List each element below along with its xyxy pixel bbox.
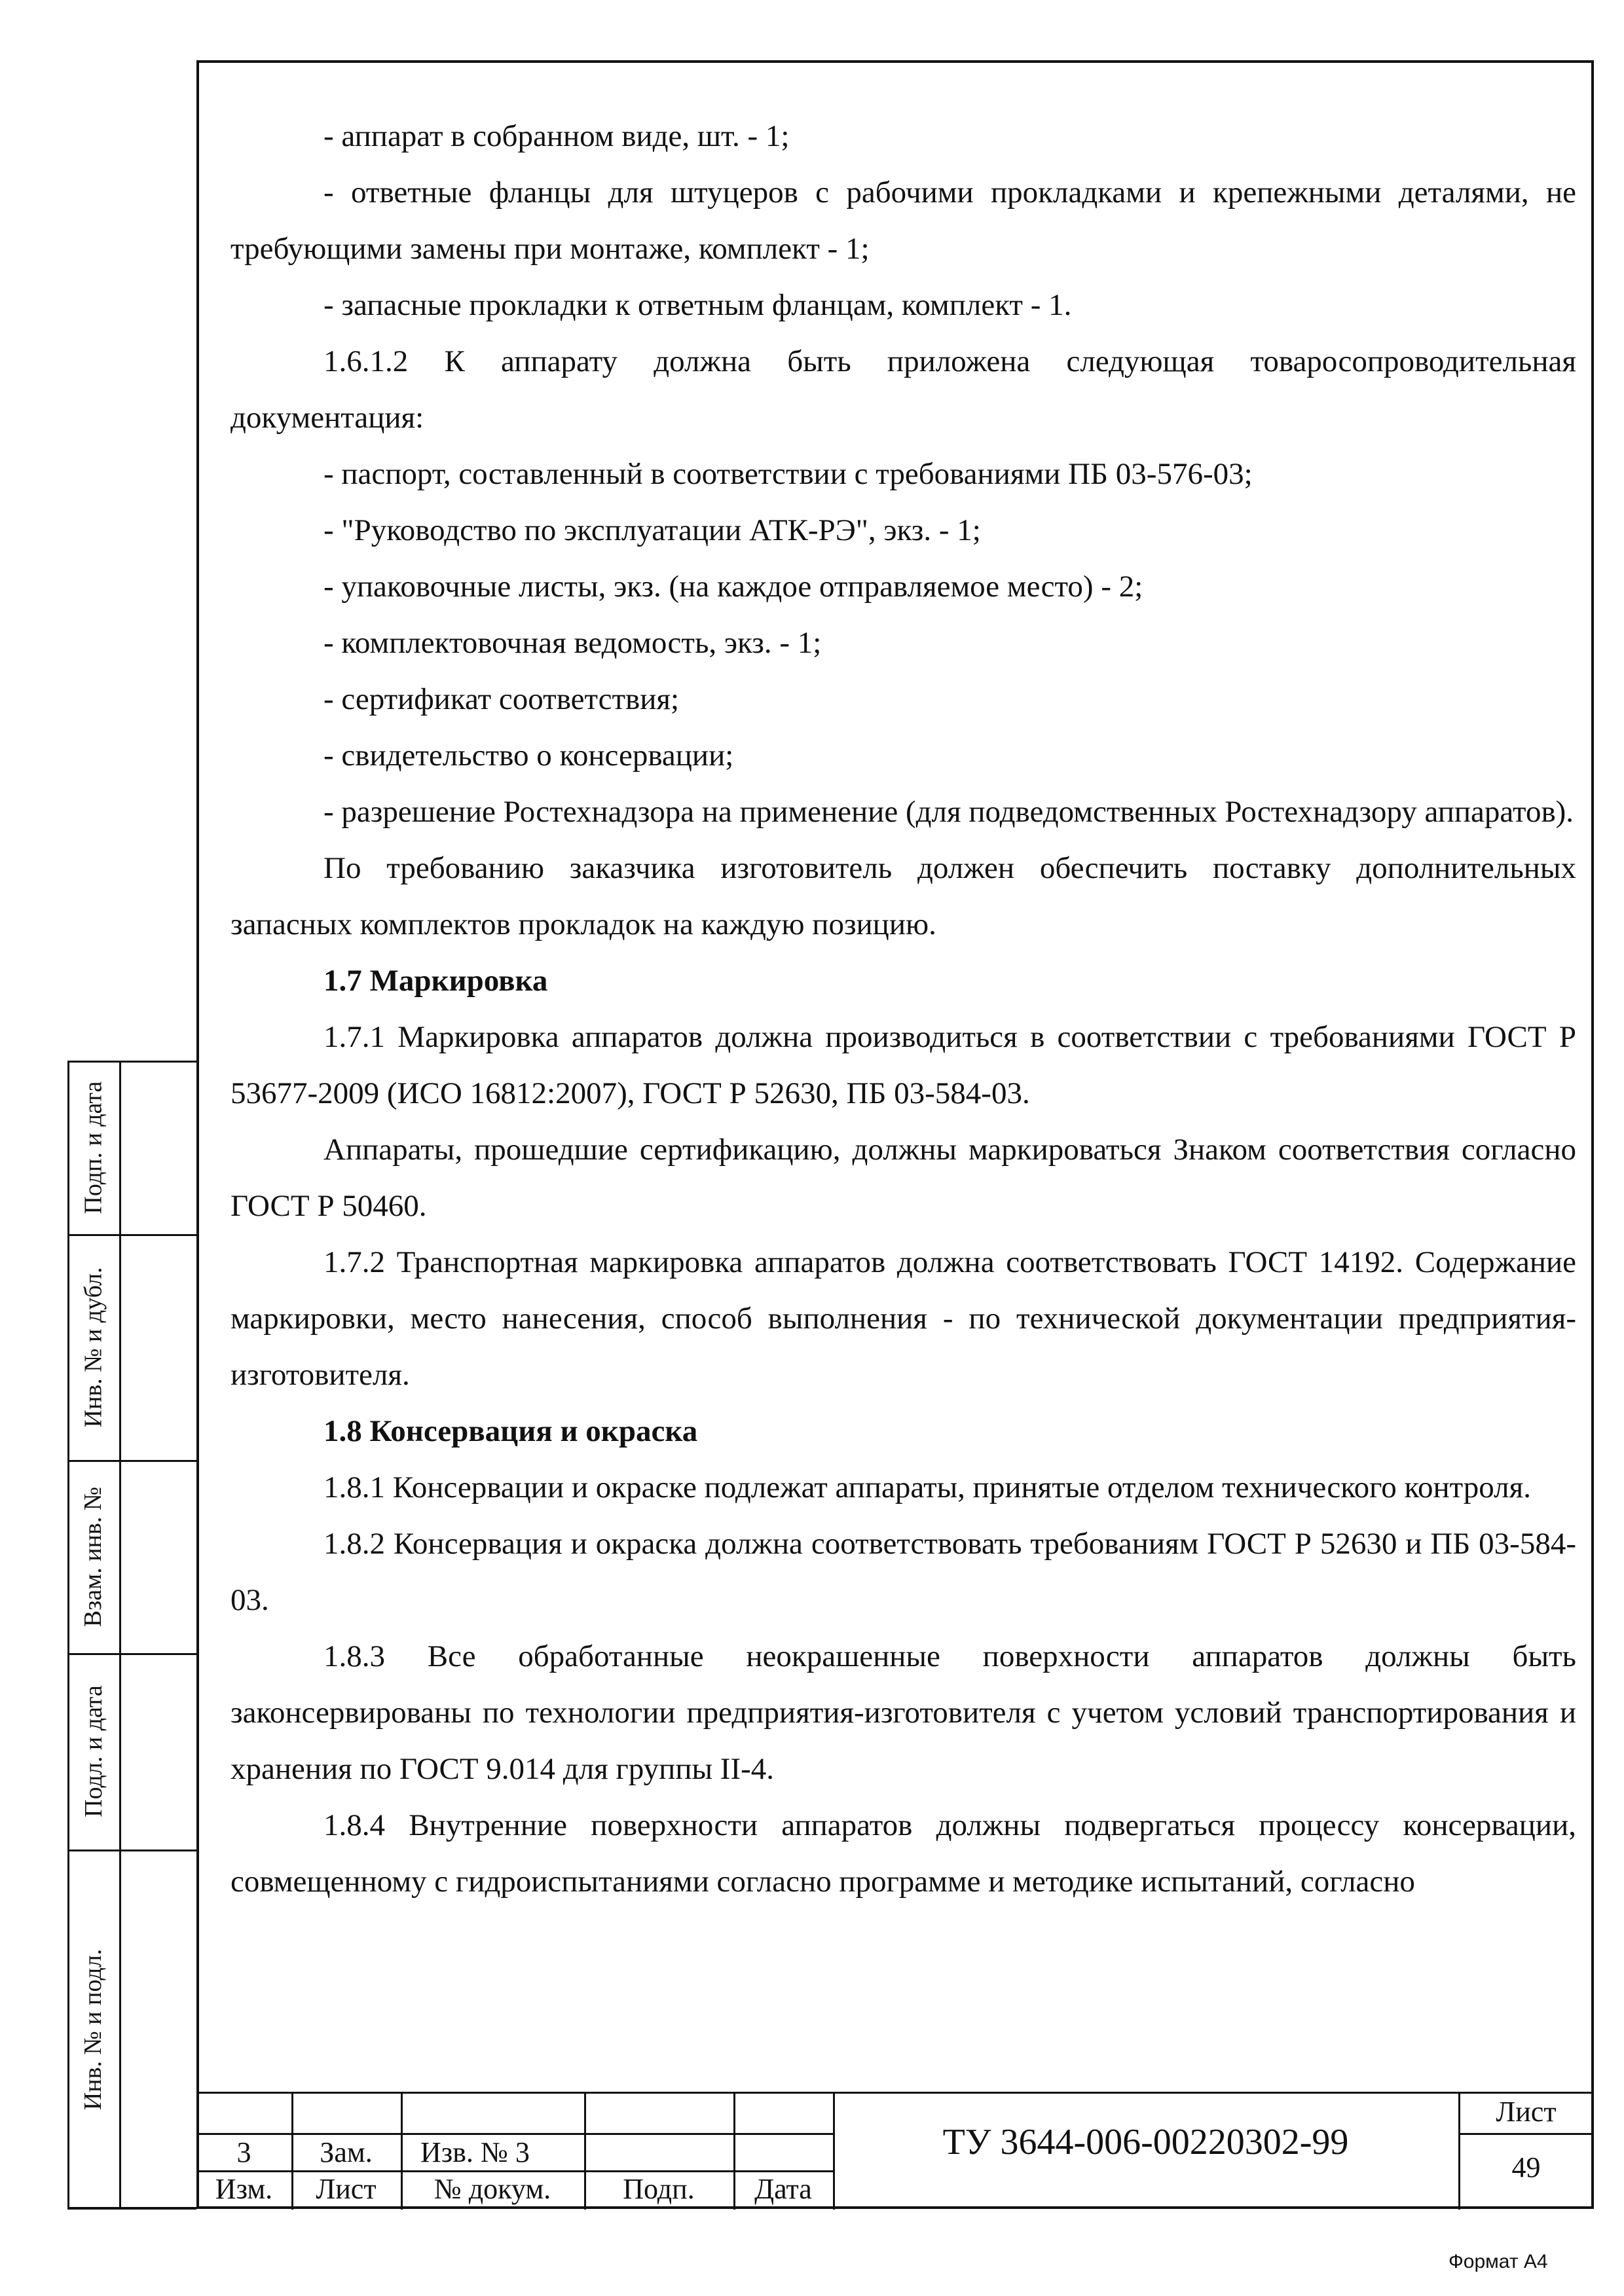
paragraph: 1.7.1 Маркировка аппаратов должна производиться в соответствии с требованиями ГОСТ Р 53677-2009 (ИСО 16812:2007), ГОСТ Р 52630, ПБ 03-584-03. [231,1020,1576,1110]
paragraph: - запасные прокладки к ответным фланцам, комплект - 1. [323,288,1072,322]
header-izm: Изм. [215,2173,273,2205]
paragraph: - комплектовочная ведомость, экз. - 1; [323,626,822,660]
header-data: Дата [754,2173,812,2205]
paragraph: По требованию заказчика изготовитель должен обеспечить поставку дополнительных запасных комплектов прокладок на каждую позицию. [231,851,1576,941]
sheet-number: 49 [1511,2151,1541,2183]
rev-number: 3 [236,2136,251,2168]
rev-sheet: Зам. [320,2136,373,2168]
paragraph: 1.8.1 Консервации и окраске подлежат аппараты, принятые отделом технического контроля. [323,1470,1531,1504]
stamp-vzam-inv: Взам. инв. № [79,1486,107,1627]
paragraph: - ответные фланцы для штуцеров с рабочими прокладками и крепежными деталями, не требующими замены при монтаже, комплект - 1; [231,175,1576,266]
paragraph: - разрешение Ростехнадзора на применение (для подведомственных Ростехнадзору аппаратов). [323,795,1574,829]
stamp-podp-data-2: Подл. и дата [79,1685,107,1817]
paragraph: 1.6.1.2 К аппарату должна быть приложена следующая товаросопроводительная документация: [231,344,1576,435]
title-block-top-line [196,2092,1594,2094]
paragraph: - упаковочные листы, экз. (на каждое отправляемое место) - 2; [323,570,1143,604]
sheet-label: Лист [1496,2096,1557,2128]
paragraph: 1.8.3 Все обработанные неокрашенные поверхности аппаратов должны быть законсервированы по технологии предприятия-изготовителя с учетом условий транспортирования и хранения по ГОСТ 9.014 для группы II-4. [231,1639,1576,1786]
stamp-podp-data-1: Подп. и дата [79,1080,107,1214]
document-number: ТУ 3644-006-00220302-99 [942,2122,1349,2162]
paragraph: - "Руководство по эксплуатации АТК-РЭ", экз. - 1; [323,513,981,547]
stamp-inv-podl: Инв. № и подл. [79,1948,107,2111]
header-doc: № докум. [434,2173,551,2205]
margin-stamp-divider [119,1061,121,2210]
format-label: Формат А4 [1449,2251,1548,2272]
paragraph: - паспорт, составленный в соответствии с требованиями ПБ 03-576-03; [323,457,1253,491]
document-body [231,108,1576,1910]
paragraph: 1.8.2 Консервация и окраска должна соответствовать требованиям ГОСТ Р 52630 и ПБ 03-584-03. [231,1527,1576,1617]
section-heading: 1.8 Консервация и окраска [323,1414,698,1448]
header-list: Лист [316,2173,377,2205]
rev-document: Изв. № 3 [420,2136,530,2168]
paragraph: 1.8.4 Внутренние поверхности аппаратов должны подвергаться процессу консервации, совмещенному с гидроиспытаниями согласно программе и методике испытаний, согласно [231,1808,1576,1899]
paragraph: 1.7.2 Транспортная маркировка аппаратов должна соответствовать ГОСТ 14192. Содержание маркировки, место нанесения, способ выполнения - по технической документации предприятия-изготовителя. [231,1245,1576,1392]
paragraph: Аппараты, прошедшие сертификацию, должны маркироваться Знаком соответствия согласно ГОСТ Р 50460. [231,1133,1576,1223]
stamp-inv-dubl: Инв. № и дубл. [79,1267,107,1427]
header-podp: Подп. [623,2173,695,2205]
title-block-sheet-line [1458,2133,1594,2135]
paragraph: - сертификат соответствия; [323,682,680,716]
section-heading: 1.7 Маркировка [323,964,548,998]
paragraph: - аппарат в собранном виде, шт. - 1; [323,119,790,153]
paragraph: - свидетельство о консервации; [323,738,734,773]
